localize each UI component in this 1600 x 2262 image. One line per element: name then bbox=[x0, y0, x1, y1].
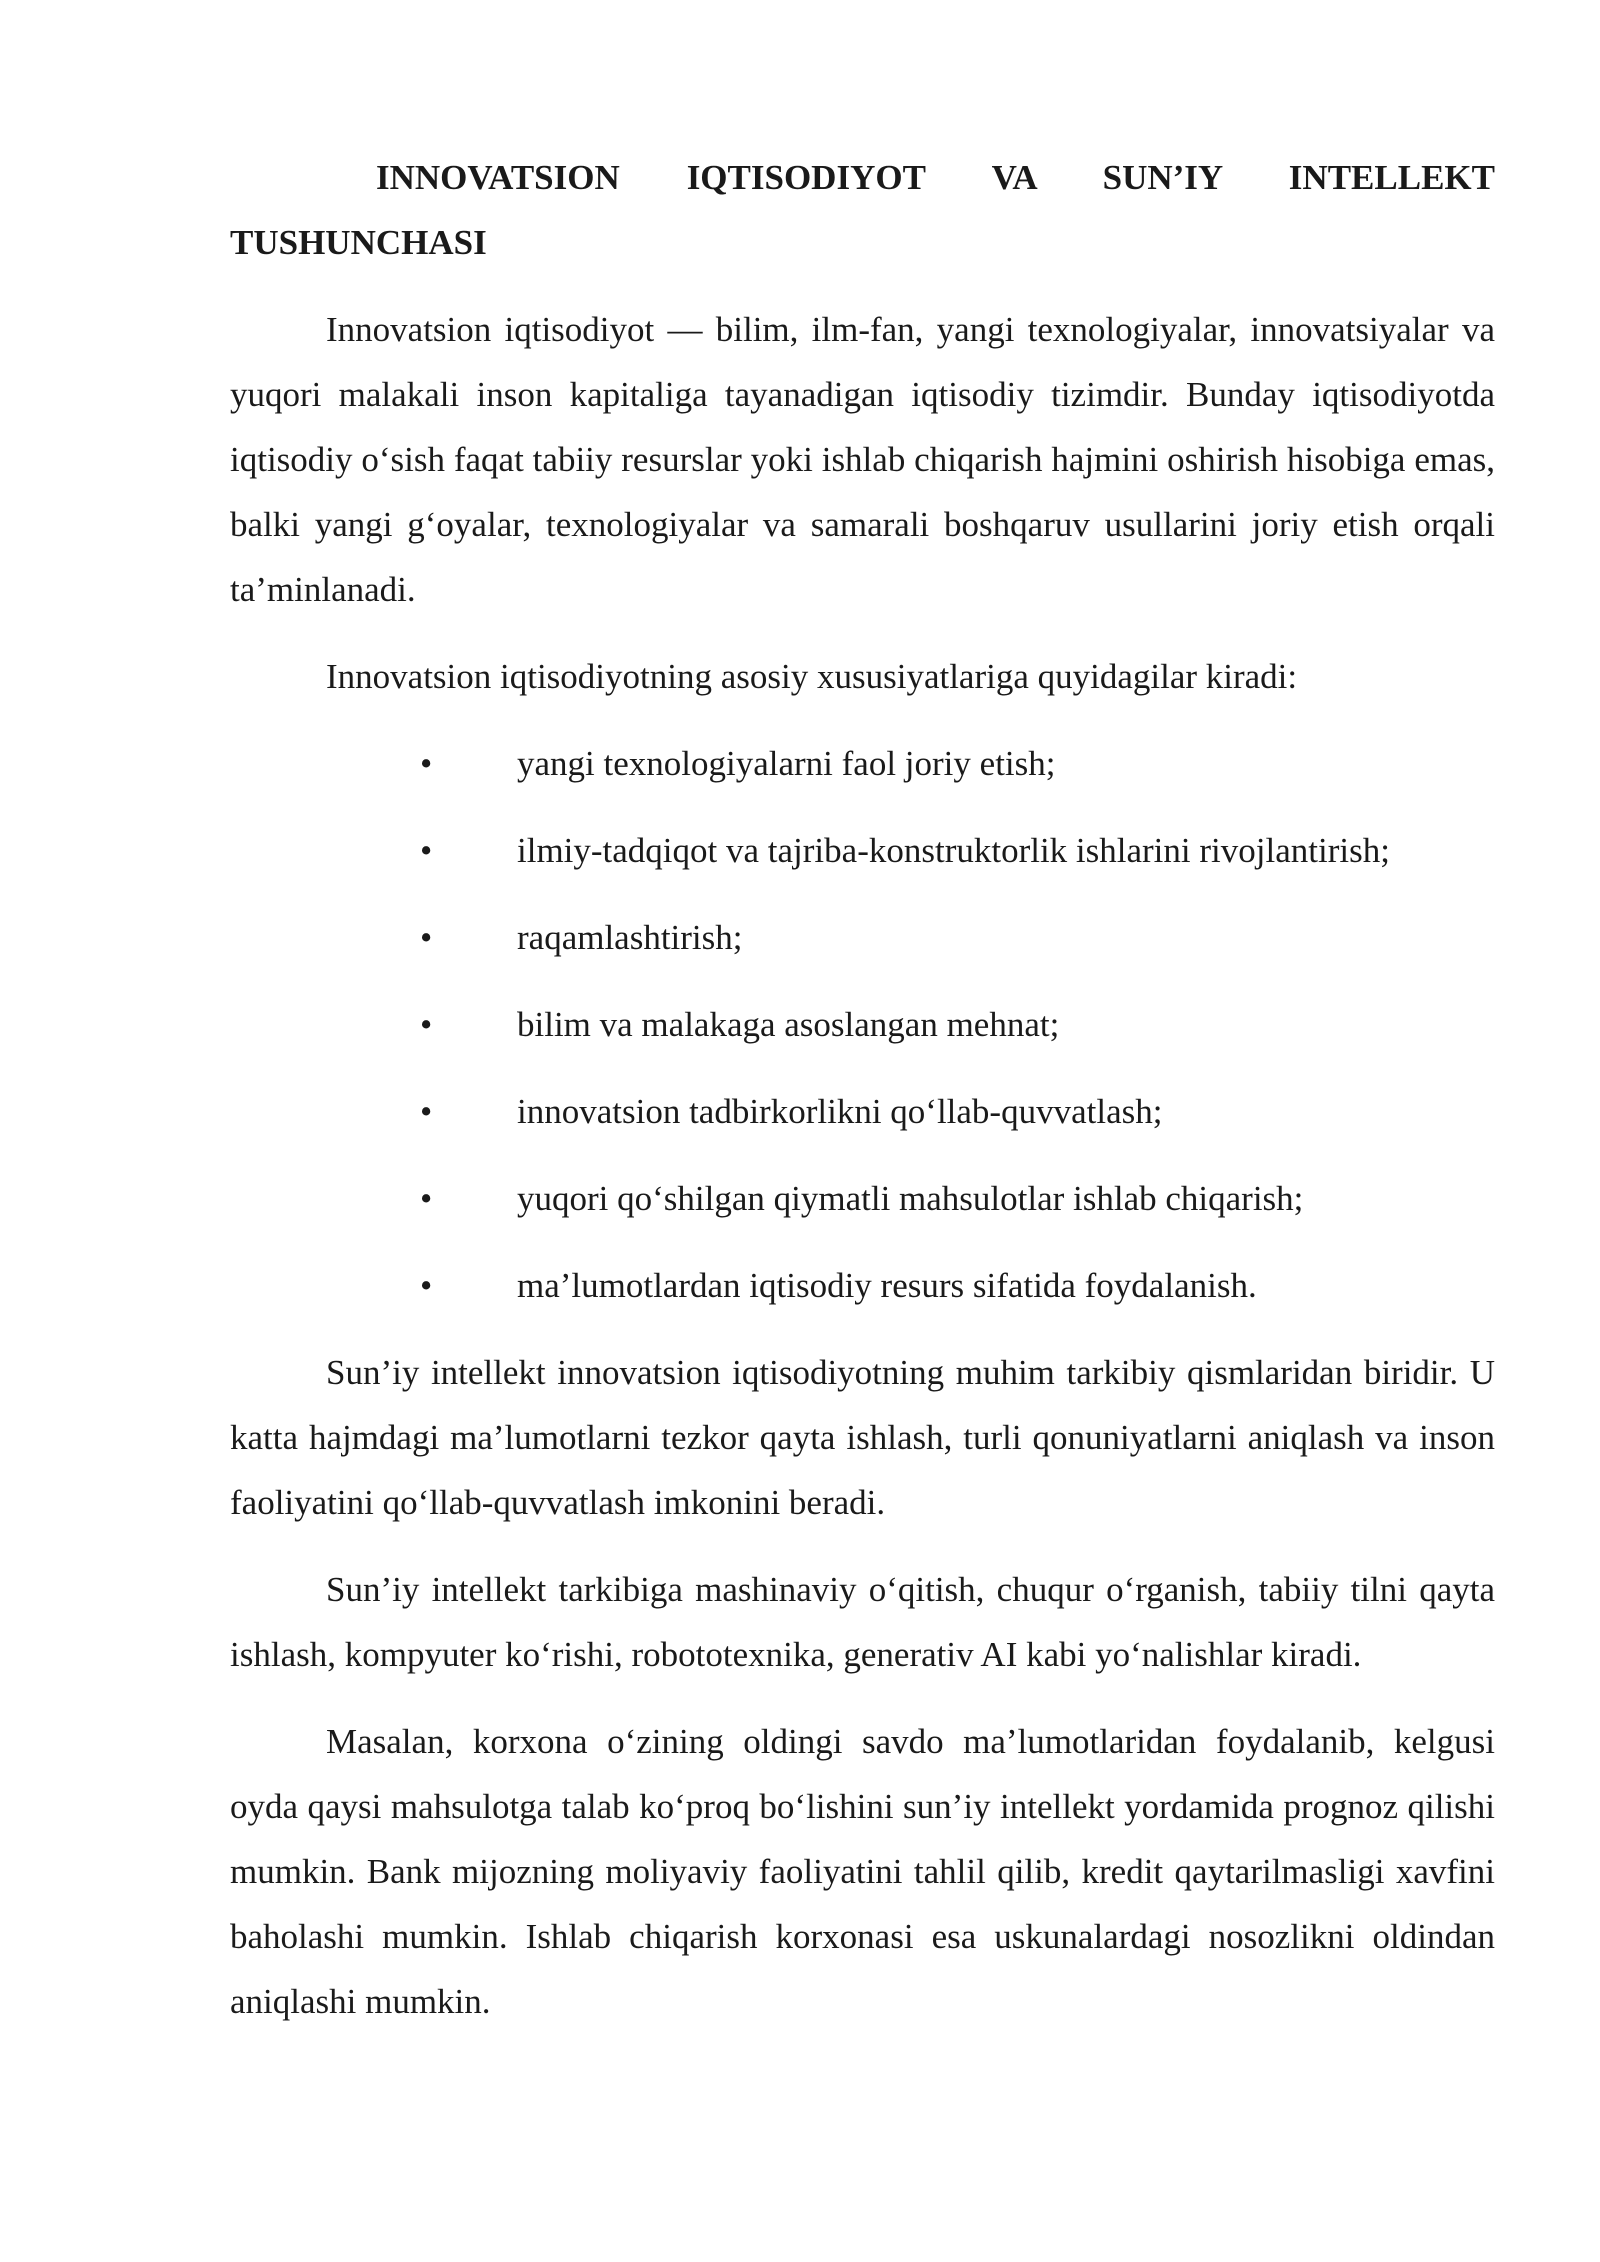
list-item bbox=[230, 905, 1495, 970]
bullet-icon: • bbox=[420, 744, 433, 783]
list-item bbox=[230, 818, 1495, 883]
list-item bbox=[230, 1079, 1495, 1144]
list-item-text: yuqori qo‘shilgan qiymatli mahsulotlar ishlab chiqarish; bbox=[517, 1179, 1304, 1218]
paragraph-examples: Masalan, korxona o‘zining oldingi savdo ma’lumotlaridan foydalanib, kelgusi oyda qaysi mahsulotga talab ko‘proq bo‘lishini sun’iy intellekt yordamida prognoz qilishi mumkin. Bank mijozning moliyaviy faoliyatini tahlil qilib, kredit qaytarilmasligi xavfini baholashi mumkin. Ishlab chiqarish korxonasi esa uskunalardagi nosozlikni oldindan aniqlashi mumkin. bbox=[230, 1722, 1495, 2021]
list-item-text: yangi texnologiyalarni faol joriy etish; bbox=[517, 744, 1056, 783]
list-item-text: ma’lumotlardan iqtisodiy resurs sifatida foydalanish. bbox=[517, 1266, 1257, 1305]
list-item-text: ilmiy-tadqiqot va tajriba-konstruktorlik ishlarini rivojlantirish; bbox=[517, 831, 1390, 870]
paragraph-ai-components: Sun’iy intellekt tarkibiga mashinaviy o‘qitish, chuqur o‘rganish, tabiiy tilni qayta ishlash, kompyuter ko‘rishi, robototexnika, generativ AI kabi yo‘nalishlar kiradi. bbox=[230, 1570, 1495, 1674]
bullet-icon: • bbox=[420, 831, 433, 870]
list-item bbox=[230, 992, 1495, 1057]
bullet-icon: • bbox=[420, 1179, 433, 1218]
paragraph-intro: Innovatsion iqtisodiyot — bilim, ilm-fan, yangi texnologiyalar, innovatsiyalar va yuqori malakali inson kapitaliga tayanadigan iqtisodiy tizimdir. Bunday iqtisodiyotda iqtisodiy o‘sish faqat tabiiy resurslar yoki ishlab chiqarish hajmini oshirish hisobiga emas, balki yangi g‘oyalar, texnologiyalar va samarali boshqaruv usullarini joriy etish orqali ta’minlanadi. bbox=[230, 310, 1495, 609]
document-page bbox=[230, 145, 1495, 2056]
paragraph-ai-role: Sun’iy intellekt innovatsion iqtisodiyotning muhim tarkibiy qismlaridan biridir. U katta hajmdagi ma’lumotlarni tezkor qayta ishlash, turli qonuniyatlarni aniqlash va inson faoliyatini qo‘llab-quvvatlash imkonini beradi. bbox=[230, 1353, 1495, 1522]
list-item bbox=[230, 1253, 1495, 1318]
list-item bbox=[230, 731, 1495, 796]
list-item-text: raqamlashtirish; bbox=[517, 918, 743, 957]
list-item-text: innovatsion tadbirkorlikni qo‘llab-quvvatlash; bbox=[517, 1092, 1163, 1131]
paragraph-features-lead: Innovatsion iqtisodiyotning asosiy xususiyatlariga quyidagilar kiradi: bbox=[326, 657, 1298, 696]
bullet-icon: • bbox=[420, 1005, 433, 1044]
bullet-icon: • bbox=[420, 1266, 433, 1305]
bullet-icon: • bbox=[420, 1092, 433, 1131]
document-heading: INNOVATSION IQTISODIYOT VA SUN’IY INTELLEKT TUSHUNCHASI bbox=[230, 158, 1495, 262]
list-item bbox=[230, 1166, 1495, 1231]
list-item-text: bilim va malakaga asoslangan mehnat; bbox=[517, 1005, 1060, 1044]
features-list bbox=[230, 731, 1495, 1318]
bullet-icon: • bbox=[420, 918, 433, 957]
